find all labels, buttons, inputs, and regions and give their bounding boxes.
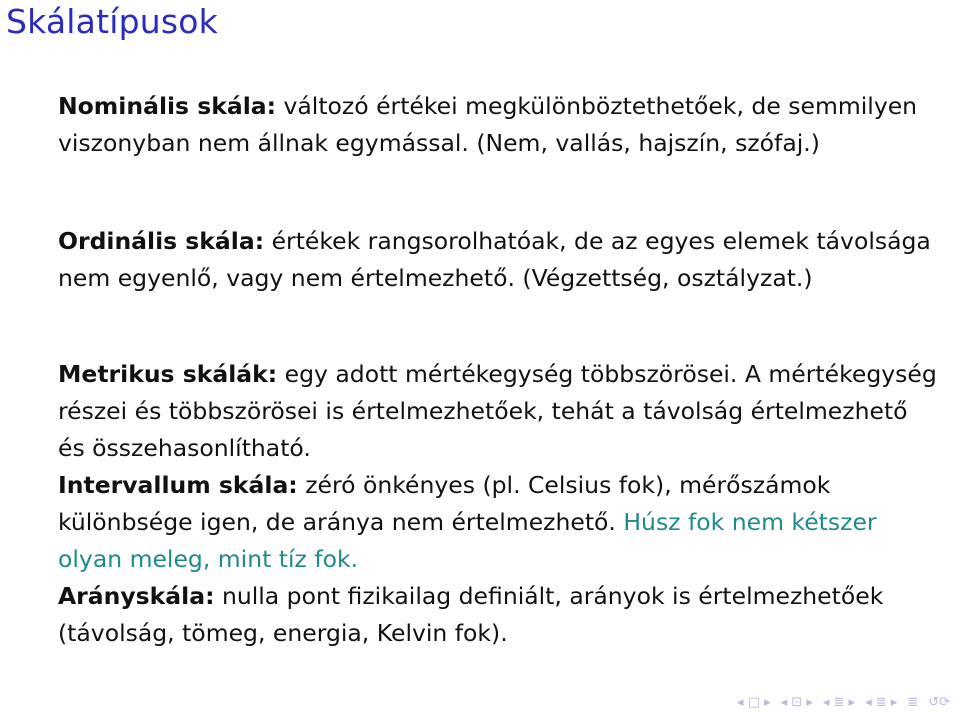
interval-scale-example: Húsz fok nem kétszer olyan meleg, mint tíz fok.	[58, 508, 877, 573]
beamer-navigation	[737, 695, 950, 710]
ordinal-scale-text: értékek rangsorolhatóak, de az egyes elemek távolsága nem egyenlő, vagy nem értelmezhető. (Végzettség, osztályzat.)	[58, 227, 931, 292]
ratio-scale-text: nulla pont fizikailag definiált, arányok is értelmezhetőek (távolság, tömeg, energia, Kelvin fok).	[58, 582, 884, 647]
nominal-scale-paragraph	[58, 88, 938, 162]
metric-scales-term: Metrikus skálák:	[58, 360, 278, 388]
nav-subsection-icon[interactable]: ◂ ⊡ ▸	[780, 695, 813, 710]
nav-frame-icon[interactable]: ◂ □ ▸	[737, 695, 771, 710]
ordinal-scale-paragraph	[58, 223, 938, 297]
ordinal-scale-term: Ordinális skála:	[58, 227, 265, 255]
nav-subsection-list-icon[interactable]: ◂ ≣ ▸	[865, 695, 898, 710]
interval-scale-text: zéró önkényes (pl. Celsius fok), mérőszámok különbsége igen, de aránya nem értelmezhető.	[58, 471, 831, 536]
metric-scales-paragraph	[58, 356, 938, 652]
nav-toc-icon[interactable]: ≣	[907, 695, 919, 710]
nominal-scale-term: Nominális skála:	[58, 92, 277, 120]
slide-title: Skálatípusok	[6, 2, 218, 41]
interval-scale-term: Intervallum skála:	[58, 471, 298, 499]
metric-scales-text: egy adott mértékegység többszörösei. A mértékegység részei és többszörösei is értelmezhetőek, tehát a távolság értelmezhető és összehasonlítható.	[58, 360, 937, 462]
nominal-scale-text: változó értékei megkülönböztethetőek, de semmilyen viszonyban nem állnak egymással. (Nem, vallás, hajszín, szófaj.)	[58, 92, 918, 157]
ratio-scale-term: Arányskála:	[58, 582, 215, 610]
nav-section-icon[interactable]: ◂ ≣ ▸	[822, 695, 856, 710]
nav-search-back-icon[interactable]: ↺⟳	[928, 695, 950, 710]
